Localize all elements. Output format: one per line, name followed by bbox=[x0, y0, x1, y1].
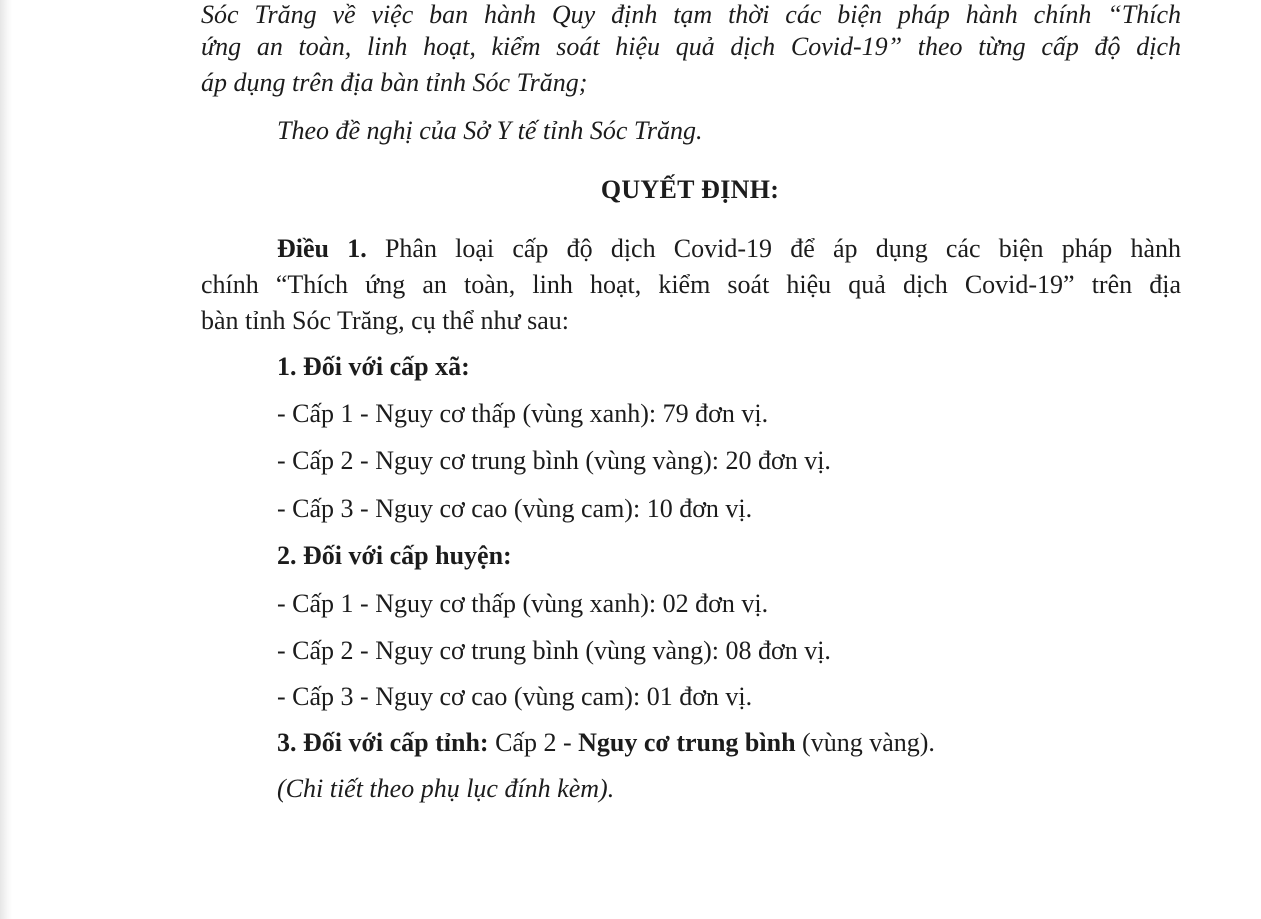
province-risk: Nguy cơ trung bình bbox=[578, 728, 796, 757]
province-level: Cấp 2 - bbox=[495, 728, 572, 757]
article-1-text: Phân loại cấp độ dịch Covid-19 để áp dụng các biện pháp hành bbox=[384, 234, 1182, 263]
commune-level-1: - Cấp 1 - Nguy cơ thấp (vùng xanh): 79 đơn vị. bbox=[277, 399, 769, 428]
commune-level-2: - Cấp 2 - Nguy cơ trung bình (vùng vàng): 20 đơn vị. bbox=[277, 446, 831, 475]
preamble-line-3: áp dụng trên địa bàn tỉnh Sóc Trăng; bbox=[201, 68, 588, 97]
commune-level-3: - Cấp 3 - Nguy cơ cao (vùng cam): 10 đơn vị. bbox=[277, 494, 753, 523]
appendix-note: (Chi tiết theo phụ lục đính kèm). bbox=[277, 774, 615, 803]
decision-heading: QUYẾT ĐỊNH: bbox=[600, 175, 780, 204]
province-label: 3. Đối với cấp tỉnh: bbox=[277, 728, 489, 757]
province-line bbox=[277, 728, 935, 758]
preamble-line-1: Sóc Trăng về việc ban hành Quy định tạm thời các biện pháp hành chính “Thích bbox=[201, 0, 1181, 29]
district-level-2: - Cấp 2 - Nguy cơ trung bình (vùng vàng): 08 đơn vị. bbox=[277, 636, 831, 665]
preamble-line-4: Theo đề nghị của Sở Y tế tỉnh Sóc Trăng. bbox=[277, 116, 703, 145]
district-section-title: 2. Đối với cấp huyện: bbox=[277, 541, 512, 570]
article-1-line-3: bàn tỉnh Sóc Trăng, cụ thể như sau: bbox=[201, 306, 569, 335]
province-zone: (vùng vàng). bbox=[802, 728, 935, 757]
article-1-line-1 bbox=[277, 234, 1181, 264]
preamble-line-2: ứng an toàn, linh hoạt, kiểm soát hiệu quả dịch Covid-19” theo từng cấp độ dịch bbox=[201, 32, 1181, 61]
district-level-3: - Cấp 3 - Nguy cơ cao (vùng cam): 01 đơn vị. bbox=[277, 682, 753, 711]
commune-section-title: 1. Đối với cấp xã: bbox=[277, 352, 470, 381]
article-1-label: Điều 1. bbox=[277, 234, 367, 263]
district-level-1: - Cấp 1 - Nguy cơ thấp (vùng xanh): 02 đơn vị. bbox=[277, 589, 769, 618]
article-1-line-2: chính “Thích ứng an toàn, linh hoạt, kiểm soát hiệu quả dịch Covid-19” trên địa bbox=[201, 270, 1181, 299]
